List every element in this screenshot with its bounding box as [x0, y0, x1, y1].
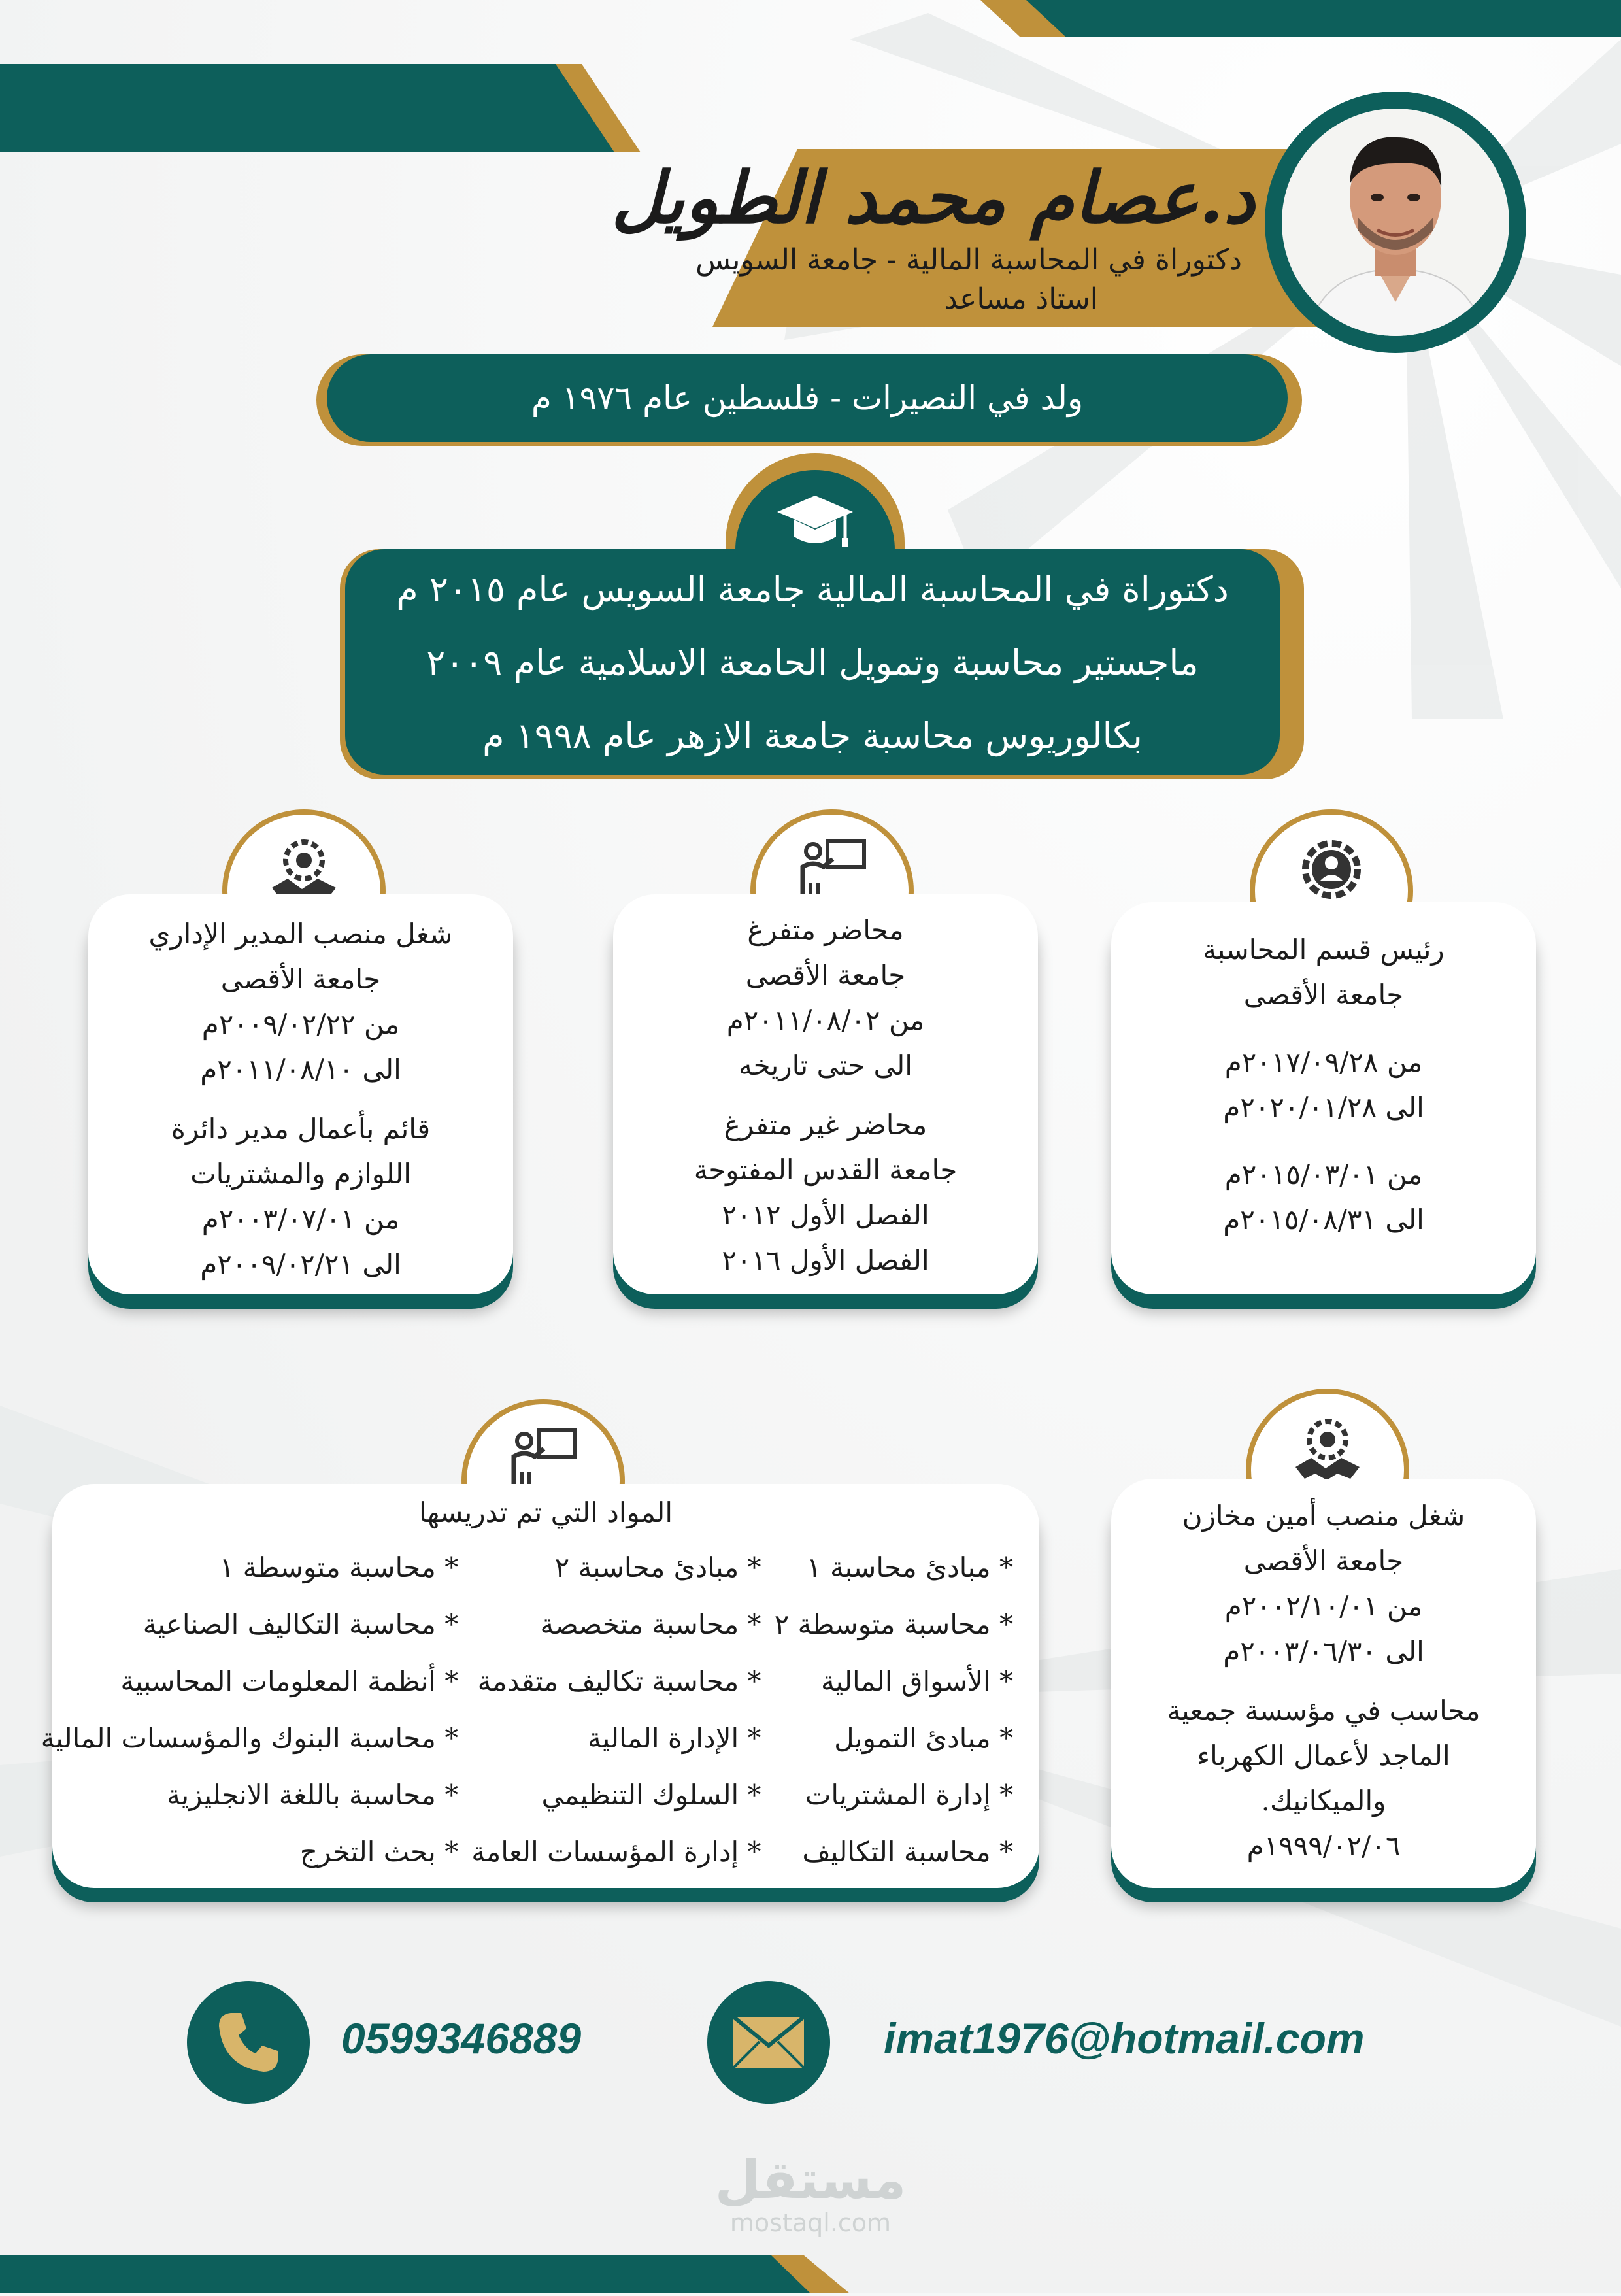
watermark — [706, 2151, 915, 2236]
card-line: الى ٢٠٢٠/٠١/٢٨م — [1223, 1091, 1424, 1123]
phone-icon — [212, 2006, 284, 2078]
email-circle[interactable] — [707, 1981, 830, 2104]
card-line: جامعة الأقصى — [1243, 979, 1404, 1011]
top-right-stripe — [980, 0, 1621, 37]
card-line: جامعة الأقصى — [745, 959, 906, 991]
email-address[interactable]: imat1976@hotmail.com — [884, 2014, 1365, 2063]
subject-item: * محاسبة متخصصة — [540, 1608, 761, 1640]
person-name: د.عصام محمد الطويل — [611, 157, 1255, 239]
subject-item: * الإدارة المالية — [588, 1722, 761, 1754]
subject-item: * محاسبة تكاليف متقدمة — [477, 1665, 761, 1697]
subjects-card — [41, 1484, 1039, 1888]
watermark-arabic: مستقل — [714, 2150, 907, 2210]
subject-item: * مبادئ محاسبة ١ — [807, 1551, 1013, 1583]
education-line: دكتوراة في المحاسبة المالية جامعة السويس عام ٢٠١٥ م — [396, 569, 1229, 610]
card-line: والميكانيك. — [1261, 1785, 1386, 1817]
card-line: الى ٢٠١٥/٠٨/٣١م — [1223, 1204, 1424, 1236]
birth-pill — [327, 354, 1288, 442]
card-line: من ٢٠١٧/٠٩/٢٨م — [1224, 1046, 1423, 1078]
subject-item: * محاسبة التكاليف — [802, 1836, 1013, 1868]
gear-person-icon — [1299, 837, 1364, 902]
subject-item: * بحث التخرج — [299, 1836, 459, 1868]
card-line: ١٩٩٩/٠٢/٠٦م — [1246, 1830, 1401, 1862]
rank-line: استاذ مساعد — [944, 282, 1098, 316]
subject-item: * مبادئ التمويل — [834, 1722, 1013, 1754]
subject-item: * إدارة المؤسسات العامة — [471, 1836, 761, 1868]
card-line: من ٢٠٠٩/٠٢/٢٢م — [201, 1008, 400, 1040]
card-line: جامعة الأقصى — [1243, 1545, 1404, 1577]
envelope-icon — [729, 2013, 808, 2072]
birth-text: ولد في النصيرات - فلسطين عام ١٩٧٦ م — [531, 379, 1084, 417]
education-box — [345, 549, 1280, 775]
education-line: ماجستير محاسبة وتمويل الحامعة الاسلامية عام ٢٠٠٩ — [426, 642, 1199, 683]
card-line: من ٢٠١٥/٠٣/٠١م — [1224, 1158, 1423, 1190]
card-line: من ٢٠١١/٠٨/٠٢م — [726, 1004, 925, 1036]
card-line: رئيس قسم المحاسبة — [1203, 934, 1445, 966]
education-line: بكالوريوس محاسبة جامعة الازهر عام ١٩٩٨ م — [482, 715, 1143, 756]
card-head-of-department — [1111, 902, 1536, 1294]
handshake-gear-icon — [1292, 1416, 1363, 1488]
phone-circle[interactable] — [187, 1981, 310, 2104]
title-line: دكتوراة في المحاسبة المالية - جامعة السويس — [695, 243, 1242, 277]
card-line: شغل منصب المدير الإداري — [148, 918, 453, 950]
card-lecturer — [613, 894, 1038, 1294]
card-line: محاضر غير متفرغ — [724, 1109, 927, 1141]
card-line: الى ٢٠٠٣/٠٦/٣٠م — [1223, 1635, 1424, 1667]
subject-item: * السلوك التنظيمي — [541, 1779, 761, 1811]
card-admin-manager — [88, 894, 513, 1294]
card-line: محاضر متفرغ — [747, 914, 904, 946]
card-line: الفصل الأول ٢٠١٦ — [722, 1244, 929, 1276]
watermark-latin: mostaql.com — [729, 2208, 892, 2237]
subject-item: * محاسبة باللغة الانجليزية — [167, 1779, 459, 1811]
subject-item: * الأسواق المالية — [821, 1665, 1013, 1697]
graduation-cap-icon — [776, 492, 854, 551]
subject-item: * مبادئ محاسبة ٢ — [554, 1551, 761, 1583]
card-line: اللوازم والمشتريات — [190, 1158, 411, 1190]
profile-photo — [1265, 92, 1526, 353]
subject-item: * محاسبة التكاليف الصناعية — [142, 1608, 459, 1640]
top-left-band — [0, 64, 641, 152]
subject-item: * محاسبة البنوك والمؤسسات المالية — [41, 1722, 459, 1754]
card-line: قائم بأعمال مدير دائرة — [171, 1113, 431, 1145]
card-line: جامعة القدس المفتوحة — [694, 1154, 958, 1186]
card-line: من ٢٠٠٢/١٠/٠١م — [1224, 1590, 1423, 1622]
subjects-grid — [41, 1539, 1013, 1880]
phone-number[interactable]: 0599346889 — [341, 2014, 582, 2063]
bottom-left-stripe — [0, 2255, 850, 2293]
card-store-keeper — [1111, 1479, 1536, 1888]
card-line: الفصل الأول ٢٠١٢ — [722, 1199, 929, 1231]
subject-item: * أنظمة المعلومات المحاسبية — [120, 1665, 459, 1697]
subject-item: * محاسبة متوسطة ١ — [219, 1551, 459, 1583]
subjects-title: المواد التي تم تدريسها — [419, 1496, 673, 1528]
card-line: محاسب في مؤسسة جمعية — [1167, 1695, 1480, 1727]
card-line: شغل منصب أمين مخازن — [1182, 1500, 1465, 1532]
card-line: الماجد لأعمال الكهرباء — [1197, 1740, 1450, 1772]
card-line: من ٢٠٠٣/٠٧/٠١م — [201, 1203, 400, 1235]
card-line: الى ٢٠٠٩/٠٢/٢١م — [200, 1248, 401, 1280]
subject-item: * إدارة المشتريات — [805, 1779, 1013, 1811]
subject-item: * محاسبة متوسطة ٢ — [774, 1608, 1013, 1640]
card-line: الى حتى تاريخه — [739, 1049, 912, 1081]
card-line: الى ٢٠١١/٠٨/١٠م — [200, 1053, 401, 1085]
card-line: جامعة الأقصى — [220, 963, 381, 995]
